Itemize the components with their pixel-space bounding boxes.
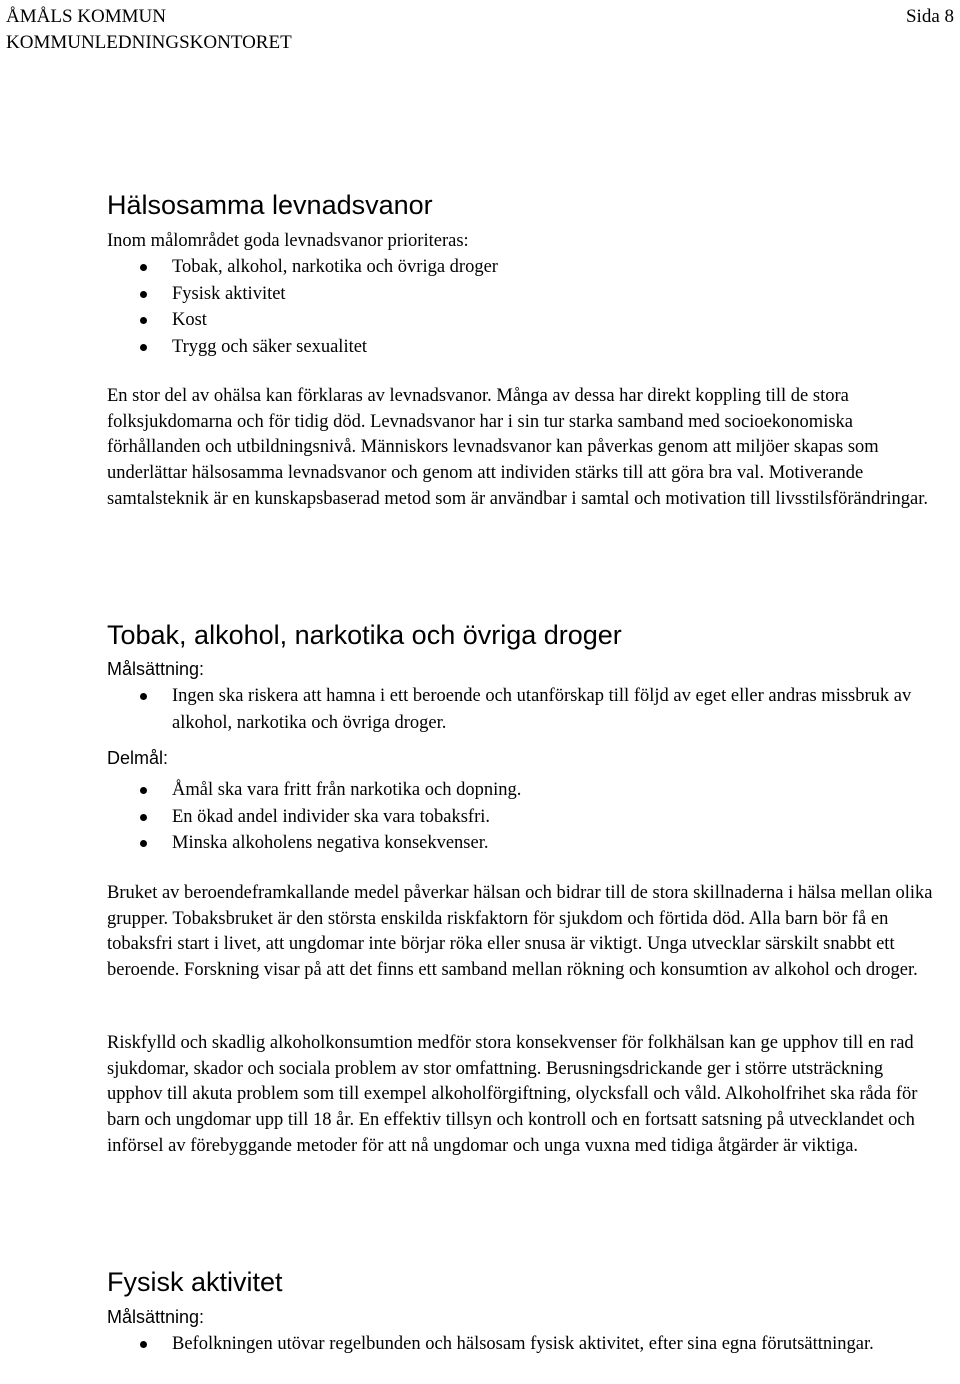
healthy-priority-list bbox=[107, 254, 943, 360]
header-office: KOMMUNLEDNINGSKONTORET bbox=[6, 32, 292, 53]
bullet-icon bbox=[140, 840, 147, 847]
tobacco-goal-list bbox=[107, 683, 943, 736]
bullet-icon bbox=[140, 787, 147, 794]
list-item: Kost bbox=[107, 307, 943, 334]
list-item: Minska alkoholens negativa konsekvenser. bbox=[107, 830, 943, 857]
list-item: En ökad andel individer ska vara tobaksfri. bbox=[107, 804, 943, 831]
physical-goal-label: Målsättning: bbox=[107, 1307, 205, 1327]
list-item: Fysisk aktivitet bbox=[107, 281, 943, 308]
physical-goal-list bbox=[107, 1331, 943, 1358]
bullet-icon bbox=[140, 693, 147, 700]
tobacco-paragraph-1: Bruket av beroendeframkallande medel påverkar hälsan och bidrar till de stora skillnaderna i hälsa mellan olika grupper. Tobaksbruket är den största enskilda riskfaktorn för sjukdom och förtida död. Alla barn bör få en tobaksfri start i livet, att ungdomar inte börjar röka eller snusa är viktigt. Unga utvecklar särskilt snabbt ett beroende. Forskning visar på att det finns ett samband mellan rökning och konsumtion av alkohol och droger. bbox=[107, 883, 933, 981]
page-header bbox=[6, 4, 954, 56]
bullet-icon bbox=[140, 317, 147, 324]
page-number: Sida 8 bbox=[905, 6, 954, 27]
list-item: Tobak, alkohol, narkotika och övriga droger bbox=[107, 254, 943, 281]
tobacco-paragraph-2: Riskfylld och skadlig alkoholkonsumtion medför stora konsekvenser för folkhälsan kan ge upphov till en rad sjukdomar, skador och sociala problem av stor omfattning. Berusningsdrickande ger i större utsträckning upphov till akuta problem som till exempel alkoholförgiftning, olycksfall och våld. Alkoholfrihet ska råda för barn och ungdomar upp till 18 år. En effektiv tillsyn och kontroll och en fortsatt satsning på utvecklandet och införsel av förebyggande metoder för att nå ungdomar och unga vuxna med tidiga åtgärder är viktiga. bbox=[107, 1033, 918, 1156]
bullet-icon bbox=[140, 344, 147, 351]
bullet-icon bbox=[140, 1341, 147, 1348]
section-title-physical: Fysisk aktivitet bbox=[107, 1267, 283, 1297]
bullet-icon bbox=[140, 814, 147, 821]
list-item: Befolkningen utövar regelbunden och hälsosam fysisk aktivitet, efter sina egna förutsättningar. bbox=[107, 1331, 943, 1358]
bullet-icon bbox=[140, 291, 147, 298]
section-title-healthy: Hälsosamma levnadsvanor bbox=[107, 190, 433, 220]
section-title-tobacco: Tobak, alkohol, narkotika och övriga droger bbox=[107, 620, 622, 650]
tobacco-subgoal-label: Delmål: bbox=[107, 748, 169, 768]
healthy-intro: Inom målområdet goda levnadsvanor prioriteras: bbox=[107, 231, 469, 251]
header-org: ÅMÅLS KOMMUN bbox=[6, 6, 166, 27]
tobacco-subgoal-list bbox=[107, 777, 943, 857]
healthy-paragraph: En stor del av ohälsa kan förklaras av levnadsvanor. Många av dessa har direkt koppling till de stora folksjukdomarna och för tidig död. Levnadsvanor har i sin tur starka samband med socioekonomiska förhållanden och utbildningsnivå. Människors levnadsvanor kan påverkas genom att miljöer skapas som underlättar hälsosamma levnadsvanor och genom att individen stärks till att göra bra val. Motiverande samtalsteknik är en kunskapsbaserad metod som är användbar i samtal och motivation till livsstilsförändringar. bbox=[107, 386, 929, 509]
list-item: Ingen ska riskera att hamna i ett beroende och utanförskap till följd av eget eller andras missbruk av alkohol, narkotika och övriga droger. bbox=[107, 683, 943, 736]
list-item: Åmål ska vara fritt från narkotika och dopning. bbox=[107, 777, 943, 804]
bullet-icon bbox=[140, 264, 147, 271]
tobacco-goal-label: Målsättning: bbox=[107, 659, 205, 679]
list-item: Trygg och säker sexualitet bbox=[107, 334, 943, 361]
